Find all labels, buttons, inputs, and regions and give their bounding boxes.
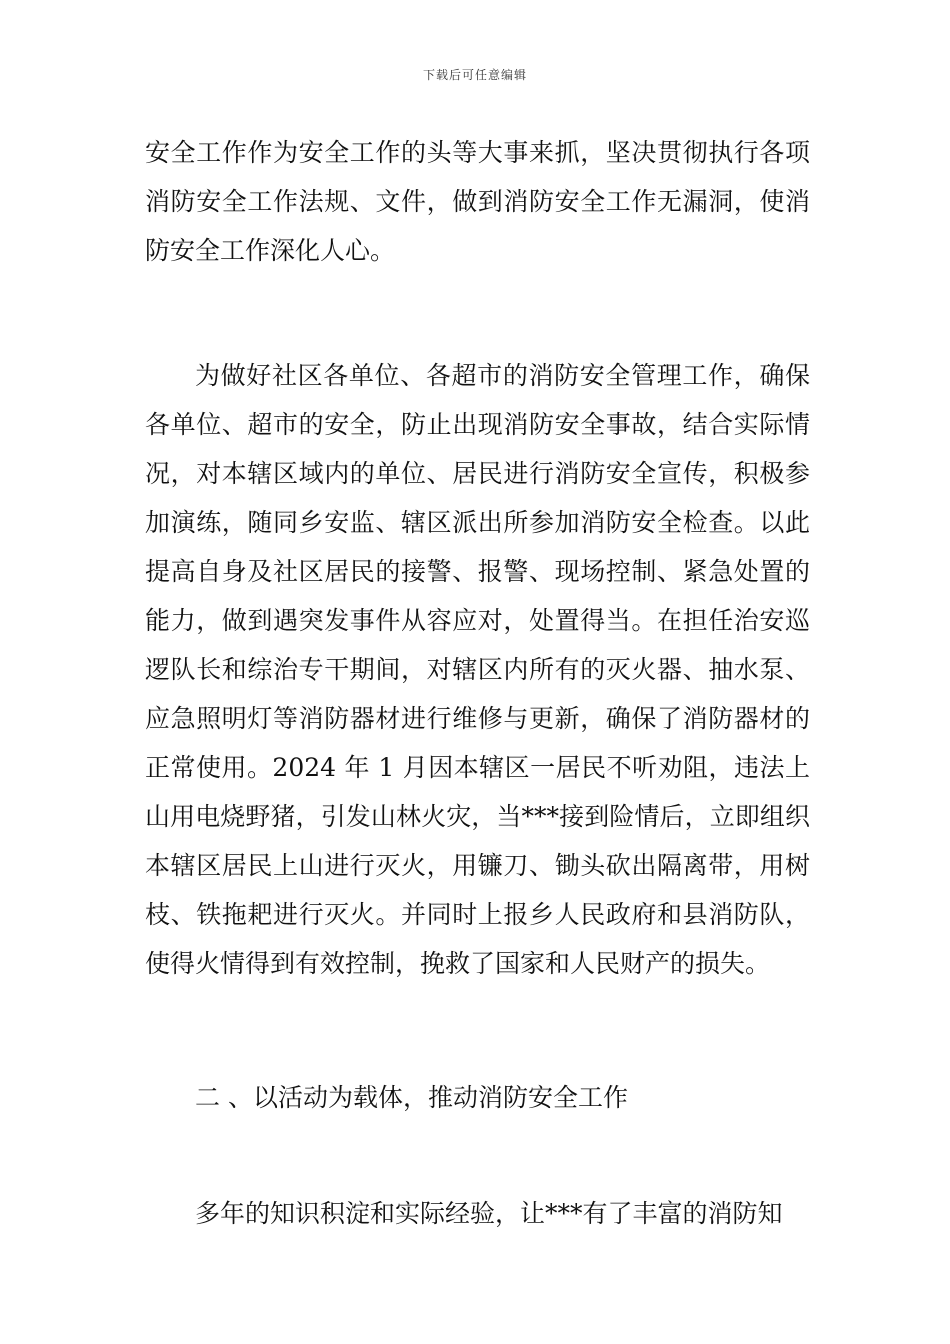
section-heading: 二 、以活动为载体，推动消防安全工作 [195, 1083, 628, 1112]
page-header-note: 下载后可任意编辑 [422, 68, 527, 82]
paragraph-fire-safety-work: 为做好社区各单位、各超市的消防安全管理工作，确保各单位、超市的安全，防止出现消防安全事故，结合实际情况，对本辖区域内的单位、居民进行消防安全宣传，积极参加演练，随同乡安监、辖区派出所参加消防安全检查。以此提高自身及社区居民的接警、报警、现场控制、紧急处置的能力，做到遇突发事件从容应对，处置得当。在担任治安巡逻队长和综治专干期间，对辖区内所有的灭火器、抽水泵、应急照明灯等消防器材进行维修与更新，确保了消防器材的正常使用。2024 年 1 月因本辖区一居民不听劝阻，违法上山用电烧野猪，引发山林火灾，当***接到险情后，立即组织本辖区居民上山进行灭火，用镰刀、锄头砍出隔离带，用树枝、铁拖耙进行灭火。并同时上报乡人民政府和县消防队，使得火情得到有效控制，挽救了国家和人民财产的损失。 [145, 361, 810, 978]
document-body [145, 128, 810, 1238]
paragraph-continuation: 安全工作作为安全工作的头等大事来抓，坚决贯彻执行各项消防安全工作法规、文件，做到消防安全工作无漏洞，使消防安全工作深化人心。 [145, 138, 810, 265]
paragraph-experience: 多年的知识积淀和实际经验，让***有了丰富的消防知 [195, 1199, 783, 1228]
